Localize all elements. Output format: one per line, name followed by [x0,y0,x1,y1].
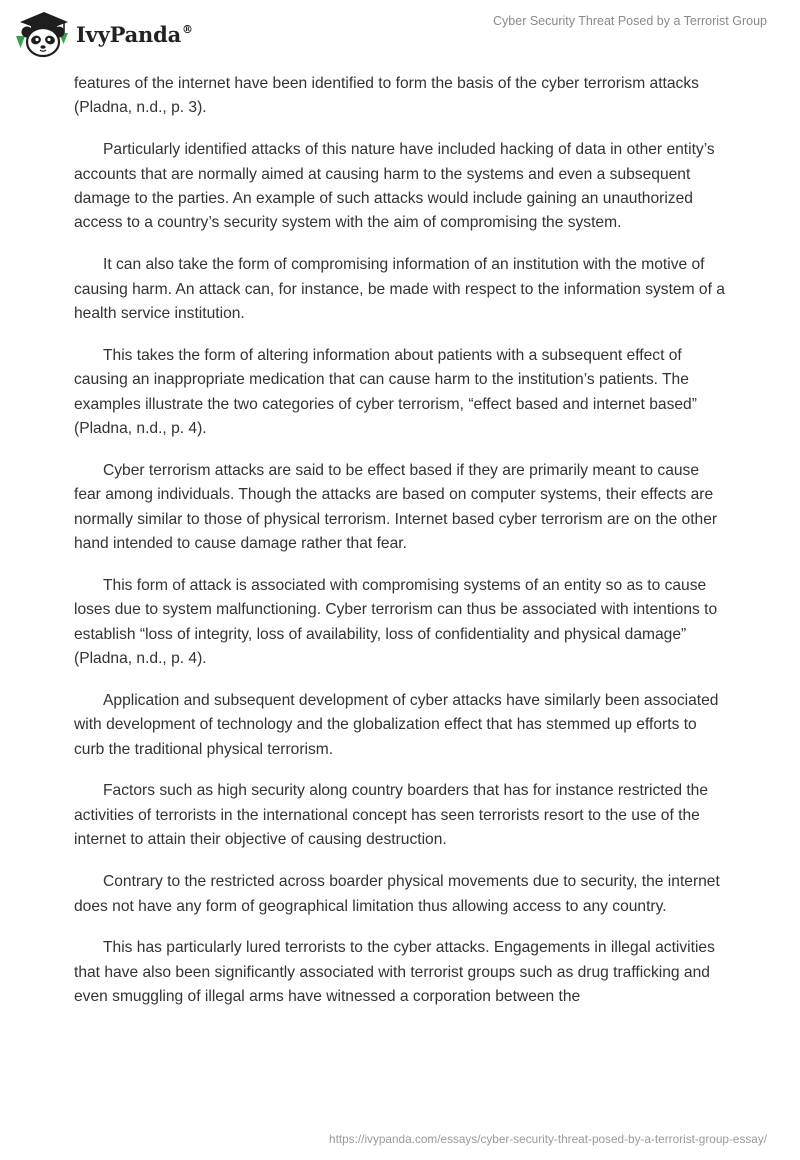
paragraph-8: Factors such as high security along country boarders that has for instance restricted the activities of terrorists in the international concept has seen terrorists resort to the use of the internet to attain their objective of causing destruction. [74,782,708,849]
source-url-link[interactable]: https://ivypanda.com/essays/cyber-security-threat-posed-by-a-terrorist-group-essay/ [329,1132,767,1146]
document-title: Cyber Security Threat Posed by a Terrorist Group [493,14,767,28]
essay-body [74,72,726,1027]
paragraph-1: features of the internet have been identified to form the basis of the cyber terrorism attacks (Pladna, n.d., p. 3). [74,75,699,117]
paragraph-6: This form of attack is associated with compromising systems of an entity so as to cause loses due to system malfunctioning. Cyber terrorism can thus be associated with intentions to establish “loss of integrity, loss of availability, loss of confidentiality and physical damage” (Pladna, n.d., p. 4). [74,576,718,668]
paragraph-3: It can also take the form of compromising information of an institution with the motive of causing harm. An attack can, for instance, be made with respect to the information system of a health service institution. [74,256,725,323]
paragraph-7: Application and subsequent development of cyber attacks have similarly been associated with development of technology and the globalization effect that has stemmed up efforts to curb the traditional physical terrorism. [74,691,719,758]
brand-name: IvyPanda® [76,21,193,47]
paragraph-10: This has particularly lured terrorists to the cyber attacks. Engagements in illegal activities that have also been significantly associated with terrorist groups such as drug trafficking and even smuggling of illegal arms have witnessed a corporation between the [74,939,715,1006]
page-header [0,0,800,64]
panda-graduate-logo-icon [14,8,72,60]
paragraph-5: Cyber terrorism attacks are said to be effect based if they are primarily meant to cause fear among individuals. Though the attacks are based on computer systems, their effects are normally similar to those of physical terrorism. Internet based cyber terrorism are on the other hand intended to cause damage rather that fear. [74,461,718,553]
brand-logo[interactable] [14,8,193,60]
registered-mark: ® [182,22,193,36]
paragraph-4: This takes the form of altering information about patients with a subsequent effect of causing an inappropriate medication that can cause harm to the institution’s patients. The examples illustrate the two categories of cyber terrorism, “effect based and internet based” (Pladna, n.d., p. 4). [74,346,697,438]
paragraph-2: Particularly identified attacks of this nature have included hacking of data in other entity’s accounts that are normally aimed at causing harm to the systems and even a subsequent damage to the parties. An example of such attacks would include gaining an unauthorized access to a country’s security system with the aim of compromising the system. [74,141,715,232]
paragraph-9: Contrary to the restricted across boarder physical movements due to security, the internet does not have any form of geographical limitation thus allowing access to any country. [74,873,720,915]
